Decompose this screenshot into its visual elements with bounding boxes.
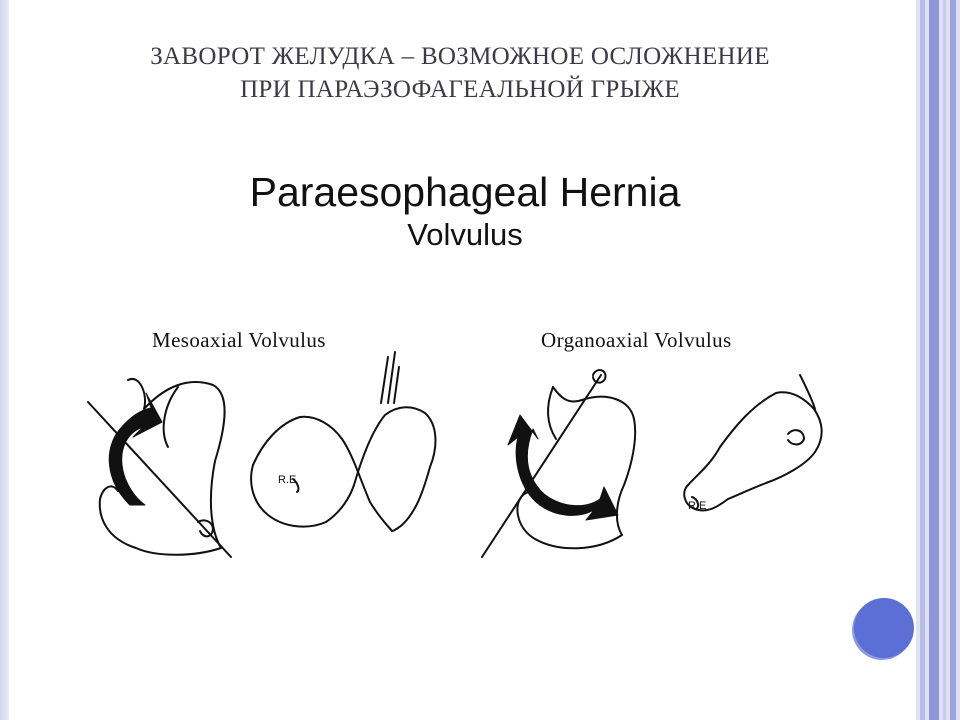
organoaxial-label: Organoaxial Volvulus [541, 328, 732, 352]
frame-stripe [920, 0, 925, 720]
slide-frame-left [0, 0, 9, 720]
slide-title [30, 40, 890, 106]
frame-stripe [950, 0, 956, 720]
rotation-arrow-icon [109, 393, 162, 505]
slide-title-line-2: ПРИ ПАРАЭЗОФАГЕАЛЬНОЙ ГРЫЖЕ [240, 76, 680, 103]
volvulus-figure [48, 147, 882, 655]
organoaxial-stomach-before [482, 370, 635, 557]
figure-heading: Paraesophageal Hernia [249, 169, 681, 215]
accent-circle [854, 598, 914, 658]
organoaxial-stomach-after [684, 375, 821, 512]
frame-stripe [943, 0, 946, 720]
figure-subheading: Volvulus [407, 217, 523, 252]
frame-stripe [929, 0, 939, 720]
stomach-illustrations [48, 147, 882, 655]
annotation-re-right: R.E [688, 500, 707, 512]
mesoaxial-label: Mesoaxial Volvulus [152, 328, 326, 352]
mesoaxial-stomach-after [251, 352, 435, 531]
slide-frame-right [916, 0, 960, 720]
annotation-re-left: R.E [278, 474, 297, 486]
slide-title-line-1: ЗАВОРОТ ЖЕЛУДКА – ВОЗМОЖНОЕ ОСЛОЖНЕНИЕ [150, 43, 770, 70]
rotation-arrow-icon [508, 415, 618, 520]
